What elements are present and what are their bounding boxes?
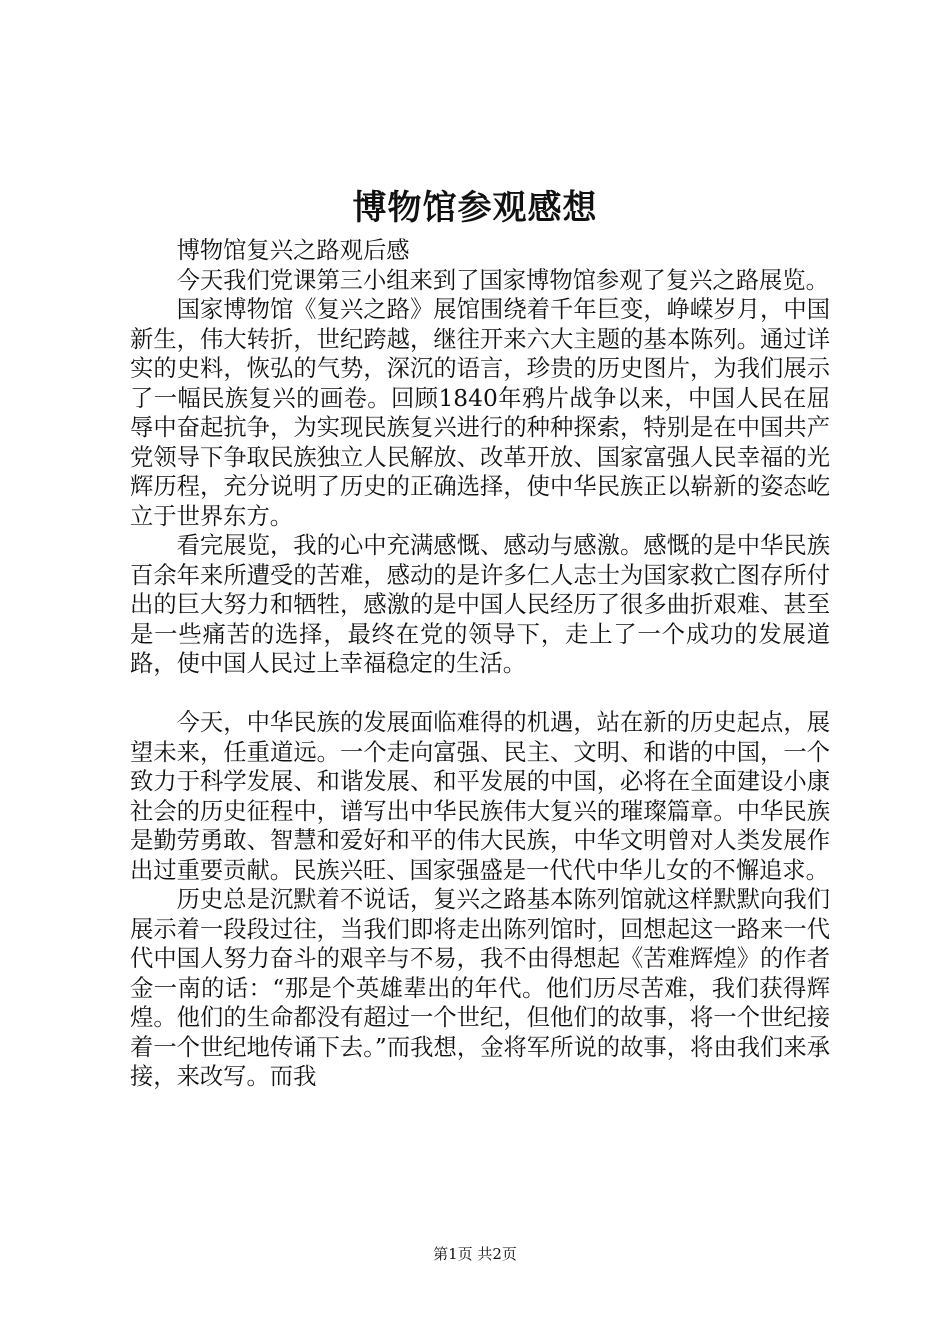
paragraph: 今天我们党课第三小组来到了国家博物馆参观了复兴之路展览。 (176, 266, 829, 294)
paragraph-subtitle: 博物馆复兴之路观后感 (176, 237, 410, 264)
document-body (130, 236, 830, 1092)
paragraph-spacer (130, 679, 830, 709)
paragraph: 今天，中华民族的发展面临难得的机遇，站在新的历史起点，展望未来，任重道远。一个走向富强、民主、文明、和谐的中国，一个致力于科学发展、和谐发展、和平发展的中国，必将在全面建设小康社会的历史征程中，谱写出中华民族伟大复兴的璀璨篇章。中华民族是勤劳勇敢、智慧和爱好和平的伟大民族，中华文明曾对人类发展作出过重要贡献。民族兴旺、国家强盛是一代代中华儿女的不懈追求。 (130, 709, 830, 884)
page-title: 博物馆参观感想 (352, 188, 598, 228)
page-footer: 第1页 共2页 (433, 1245, 517, 1263)
paragraph: 历史总是沉默着不说话，复兴之路基本陈列馆就这样默默向我们展示着一段段过往，当我们即将走出陈列馆时，回想起这一路来一代代中国人努力奋斗的艰辛与不易，我不由得想起《苦难辉煌》的作者金一南的话：“那是个英雄辈出的年代。他们历尽苦难，我们获得辉煌。他们的生命都没有超过一个世纪，但他们的故事，将一个世纪接着一个世纪地传诵下去。”而我想，金将军所说的故事，将由我们来承接，来改写。而我 (130, 886, 830, 1090)
paragraph: 看完展览，我的心中充满感慨、感动与感激。感慨的是中华民族百余年来所遭受的苦难，感动的是许多仁人志士为国家救亡图存所付出的巨大努力和牺牲，感激的是中国人民经历了很多曲折艰难、甚至是一些痛苦的选择，最终在党的领导下，走上了一个成功的发展道路，使中国人民过上幸福稳定的生活。 (130, 532, 830, 677)
paragraph: 国家博物馆《复兴之路》展馆围绕着千年巨变，峥嵘岁月，中国新生，伟大转折，世纪跨越，继往开来六大主题的基本陈列。通过详实的史料，恢弘的气势，深沉的语言，珍贵的历史图片，为我们展示了一幅民族复兴的画卷。回顾1840年鸦片战争以来，中国人民在屈辱中奋起抗争，为实现民族复兴进行的种种探索，特别是在中国共产党领导下争取民族独立人民解放、改革开放、国家富强人民幸福的光辉历程，充分说明了历史的正确选择，使中华民族正以崭新的姿态屹立于世界东方。 (130, 296, 830, 530)
